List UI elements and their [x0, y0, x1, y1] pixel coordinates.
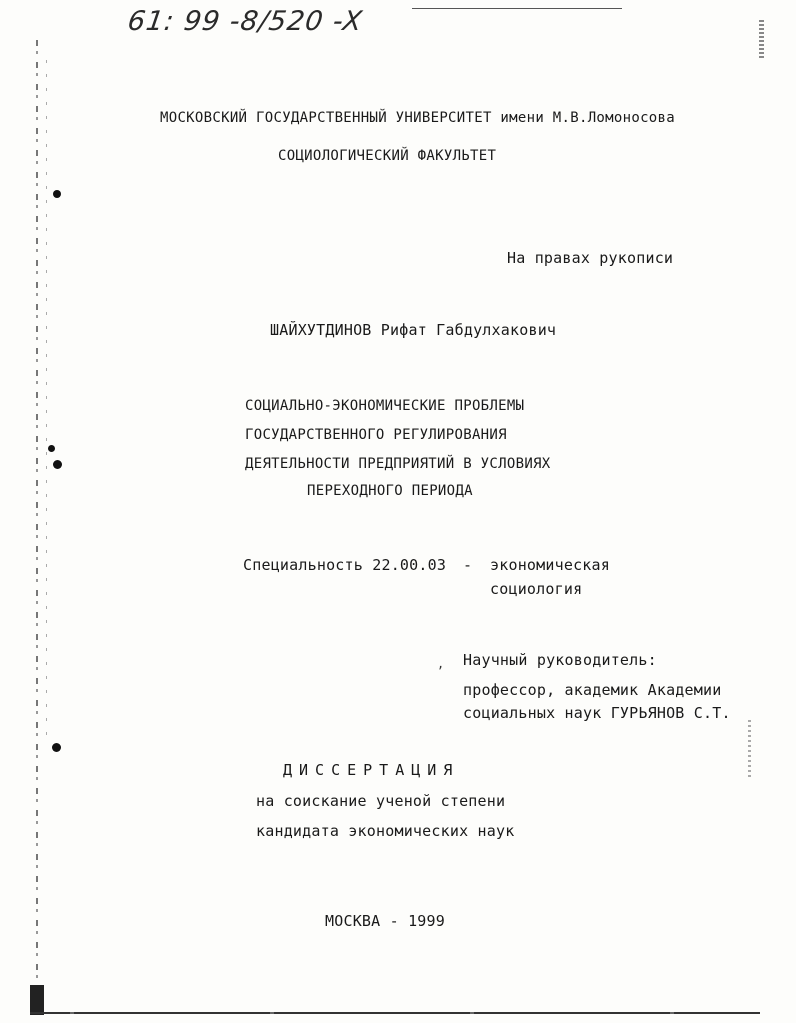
degree-line-1: на соискание ученой степени	[256, 792, 506, 810]
degree-line-2: кандидата экономических наук	[256, 822, 515, 840]
dissertation-title-line-2: ГОСУДАРСТВЕННОГО РЕГУЛИРОВАНИЯ	[245, 427, 507, 443]
scan-edge-left-inner	[46, 60, 47, 740]
advisor-title-line-2: социальных наук ГУРЬЯНОВ С.Т.	[463, 704, 731, 722]
punch-hole	[53, 460, 62, 469]
university-name: МОСКОВСКИЙ ГОСУДАРСТВЕННЫЙ УНИВЕРСИТЕТ имени М.В.Ломоносова	[160, 110, 675, 126]
manuscript-rights: На правах рукописи	[507, 249, 674, 267]
scan-smudge	[30, 985, 44, 1015]
specialty-dash: -	[463, 556, 473, 574]
scan-edge-right-mid	[748, 720, 751, 780]
advisor-title-line-1: профессор, академик Академии	[463, 681, 722, 699]
specialty-name-line-2: социология	[490, 580, 583, 598]
author-name: ШАЙХУТДИНОВ Рифат Габдулхакович	[270, 321, 557, 339]
top-rule	[412, 8, 622, 9]
punch-hole	[53, 190, 61, 198]
scan-edge-left	[36, 40, 38, 1015]
faculty-name: СОЦИОЛОГИЧЕСКИЙ ФАКУЛЬТЕТ	[278, 148, 497, 164]
scan-edge-right-top	[759, 20, 764, 60]
specialty-name-line-1: экономическая	[490, 556, 610, 574]
pen-mark: ,	[437, 657, 445, 671]
specialty-label: Специальность 22.00.03	[243, 556, 447, 574]
city-year: МОСКВА - 1999	[325, 912, 445, 930]
advisor-label: Научный руководитель:	[463, 651, 657, 669]
punch-hole	[52, 743, 61, 752]
dissertation-title-line-1: СОЦИАЛЬНО-ЭКОНОМИЧЕСКИЕ ПРОБЛЕМЫ	[245, 398, 525, 414]
punch-hole	[48, 445, 55, 452]
dissertation-title-line-4: ПЕРЕХОДНОГО ПЕРИОДА	[307, 483, 473, 499]
dissertation-heading: ДИССЕРТАЦИЯ	[283, 761, 460, 779]
archive-stamp-number: 61: 99 -8/520 -X	[125, 6, 365, 37]
dissertation-title-line-3: ДЕЯТЕЛЬНОСТИ ПРЕДПРИЯТИЙ В УСЛОВИЯХ	[245, 456, 551, 472]
scan-edge-bottom	[30, 1012, 760, 1014]
